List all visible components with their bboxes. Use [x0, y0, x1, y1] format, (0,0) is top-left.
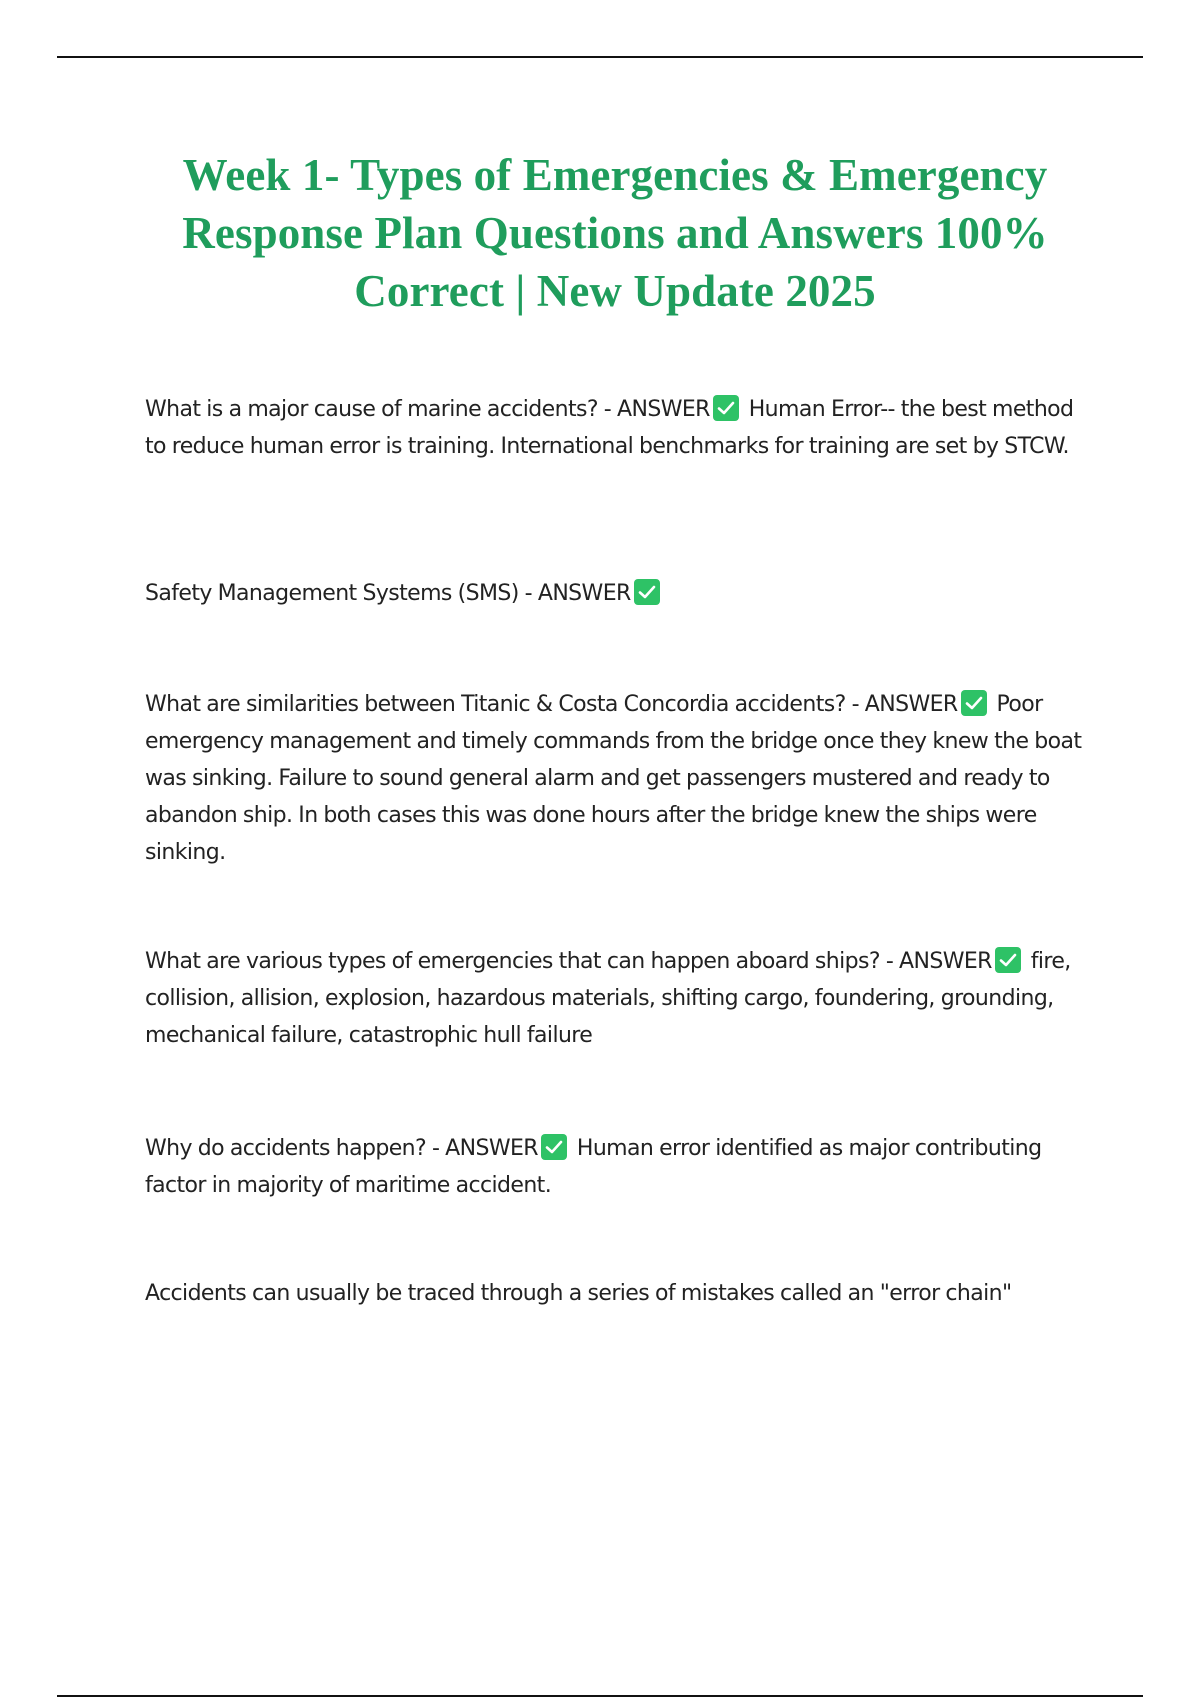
- check-mark-icon: [995, 947, 1021, 973]
- answer-text: Human error identified as major contributing factor in majority of maritime accident.: [145, 1136, 1042, 1198]
- answer-text: fire, collision, allision, explosion, hazardous materials, shifting cargo, foundering, grounding, mechanical failure, catastrophic hull failure: [145, 949, 1071, 1048]
- question-text: What are various types of emergencies that can happen aboard ships? - ANSWER: [145, 949, 992, 974]
- qa-item: [145, 1130, 1085, 1204]
- check-mark-icon: [713, 395, 739, 421]
- question-text: Safety Management Systems (SMS) - ANSWER: [145, 581, 631, 606]
- top-rule: [57, 56, 1143, 58]
- qa-item: [145, 943, 1085, 1054]
- bottom-rule: [57, 1695, 1143, 1697]
- qa-item: [145, 391, 1085, 465]
- question-text: What are similarities between Titanic & Costa Concordia accidents? - ANSWER: [145, 692, 958, 717]
- check-mark-icon: [541, 1134, 567, 1160]
- qa-item: [145, 575, 1085, 612]
- document-title: Week 1- Types of Emergencies & Emergency Response Plan Questions and Answers 100% Correct | New Update 2025: [182, 150, 1048, 316]
- qa-item: [145, 686, 1085, 871]
- question-text: What is a major cause of marine accidents? - ANSWER: [145, 397, 710, 422]
- note-text: Accidents can usually be traced through a series of mistakes called an "error chain": [145, 1281, 1012, 1306]
- answer-text: Human Error-- the best method to reduce human error is training. International benchmarks for training are set by STCW.: [145, 397, 1074, 459]
- question-text: Why do accidents happen? - ANSWER: [145, 1136, 538, 1161]
- check-mark-icon: [961, 690, 987, 716]
- check-mark-icon: [634, 579, 660, 605]
- answer-text: Poor emergency management and timely commands from the bridge once they knew the boat was sinking. Failure to sound general alarm and get passengers mustered and ready to abandon ship. In both cases this was done hours after the bridge knew the ships were sinking.: [145, 692, 1082, 865]
